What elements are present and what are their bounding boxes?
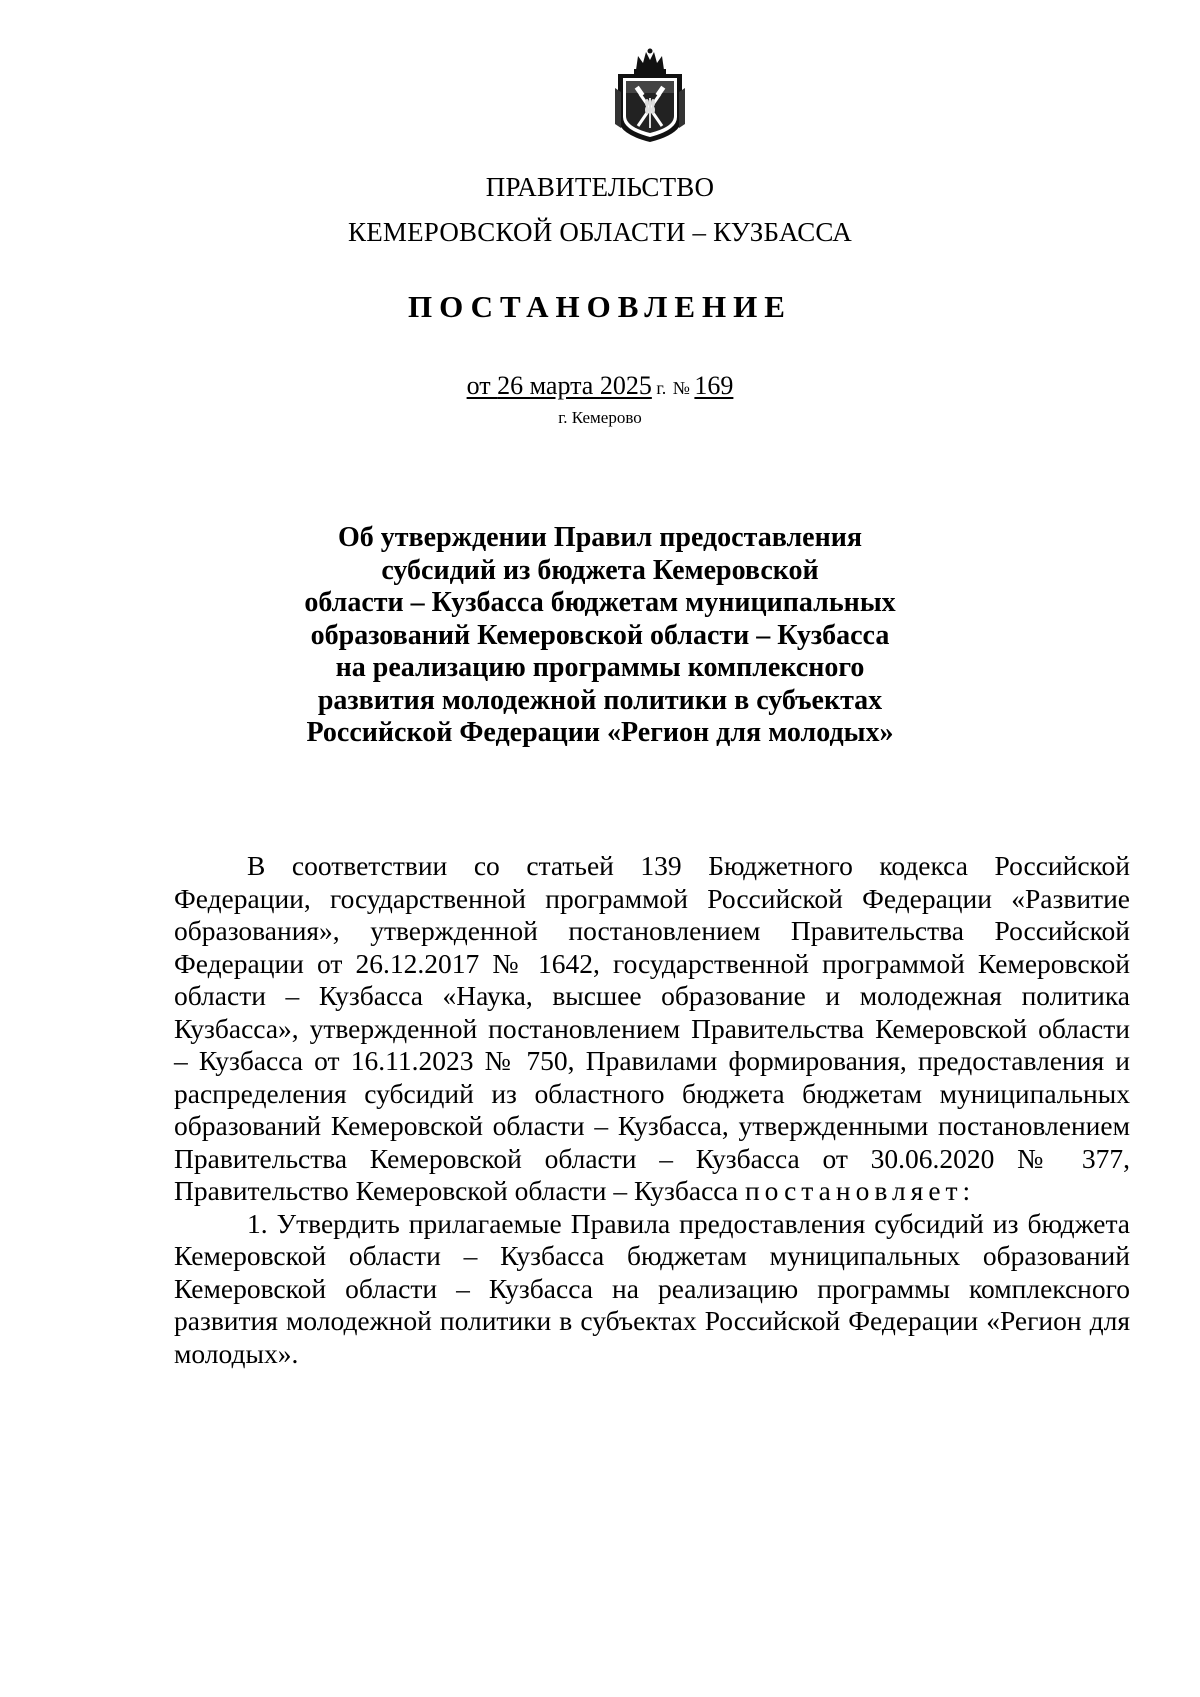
date-prefix: от xyxy=(466,371,498,400)
document-body xyxy=(174,850,1130,1370)
document-date: 26 марта 2025 xyxy=(497,371,652,400)
document-number: 169 xyxy=(694,371,734,400)
document-type-heading: ПОСТАНОВЛЕНИЕ xyxy=(408,289,792,324)
title-line: субсидий из бюджета Кемеровской xyxy=(381,554,819,586)
preamble-text: В соответствии со статьей 139 Бюджетного кодекса Российской Федерации, государственной программой Российской Федерации «Развитие образования», утвержденной постановлением Правительства Российской Федерации от 26.12.2017 № 1642, государственной программой Кемеровской области – Кузбасса «Наука, высшее образование и молодежная политика Кузбасса», утвержденной постановлением Правительства Кемеровской области – Кузбасса от 16.11.2023 № 750, Правилами формирования, предоставления и распределения субсидий из областного бюджета бюджетам муниципальных образований Кемеровской области – Кузбасса, утвержденными постановлением Правительства Кемеровской области – Кузбасса от 30.06.2020 № 377, Правительство Кемеровской области – Кузбасса xyxy=(174,850,1130,1206)
government-name-line2: КЕМЕРОВСКОЙ ОБЛАСТИ – КУЗБАССА xyxy=(348,217,852,247)
title-line: образований Кемеровской области – Кузбасса xyxy=(310,619,890,651)
city-label: г. Кемерово xyxy=(558,408,642,427)
year-suffix: г. xyxy=(651,378,667,398)
preamble-paragraph xyxy=(174,850,1130,1208)
title-line: развития молодежной политики в субъектах xyxy=(317,684,883,716)
government-name-line1: ПРАВИТЕЛЬСТВО xyxy=(485,172,715,202)
title-line: на реализацию программы комплексного xyxy=(335,652,865,683)
date-number-line xyxy=(0,371,1200,401)
document-title xyxy=(300,522,900,750)
title-line: Об утверждении Правил предоставления xyxy=(337,522,862,553)
decree-word: постановляет: xyxy=(744,1175,976,1206)
title-line: Российской Федерации «Регион для молодых» xyxy=(306,717,894,748)
title-line: области – Кузбасса бюджетам муниципальных xyxy=(304,587,896,618)
number-sign: № xyxy=(672,378,695,398)
kemerovo-coat-of-arms-icon xyxy=(612,48,688,144)
item-1-paragraph: 1. Утвердить прилагаемые Правила предоставления субсидий из бюджета Кемеровской области – Кузбасса бюджетам муниципальных образований Кемеровской области – Кузбасса на реализацию программы комплексного развития молодежной политики в субъектах Российской Федерации «Регион для молодых». xyxy=(174,1207,1130,1369)
